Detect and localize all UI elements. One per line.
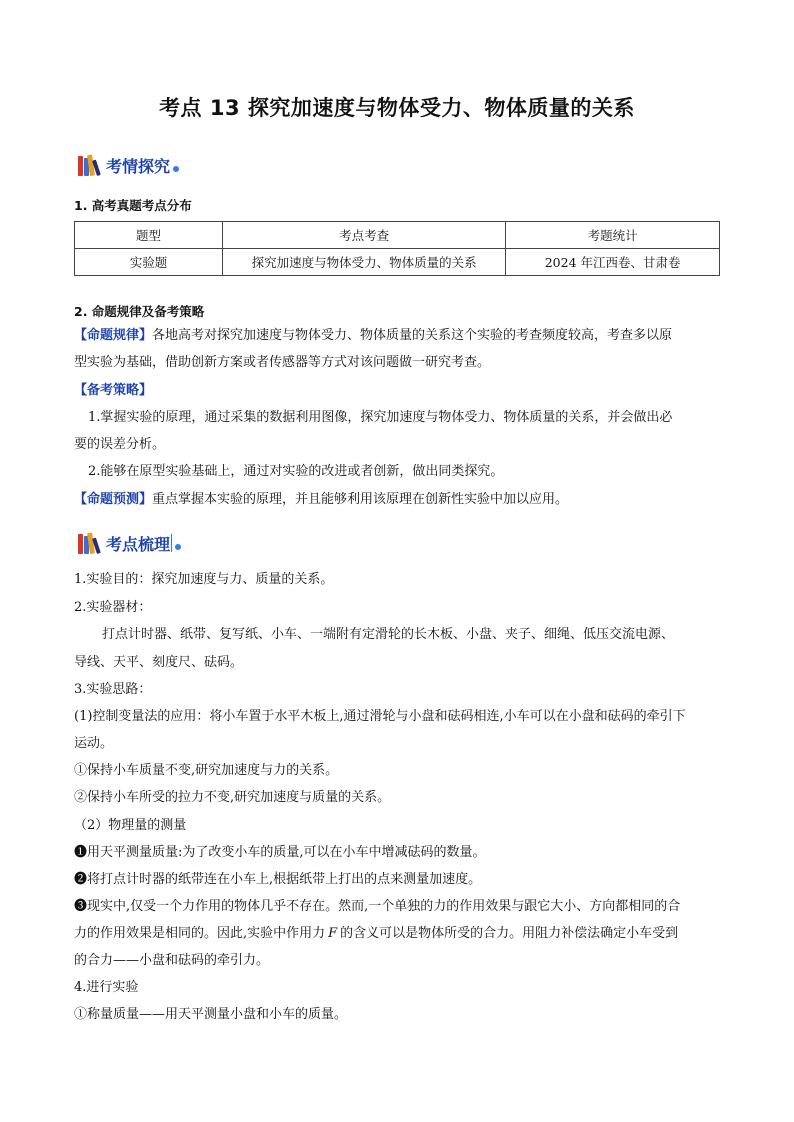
text-cursor [171, 534, 172, 552]
rule-text: 各地高考对探究加速度与物体受力、物体质量的关系这个实验的考查频度较高，考查多以原 [152, 328, 673, 343]
section-label: 考情探究 [106, 156, 171, 176]
table-cell: 2024 年江西卷、甘肃卷 [506, 249, 720, 276]
table-header-row [75, 222, 720, 249]
rule-paragraph-line [74, 327, 672, 345]
section-label: 考点梳理 [106, 534, 171, 554]
body-line: 导线、天平、刻度尺、砝码。 [74, 655, 244, 670]
body-line: ①保持小车质量不变,研究加速度与力的关系。 [74, 763, 339, 778]
table-cell: 实验题 [75, 249, 223, 276]
table-row [75, 249, 720, 276]
subheading-strategy: 2. 命题规律及备考策略 [74, 304, 205, 319]
body-text: 力的作用效果是相同的。因此,实验中作用力 [74, 926, 326, 941]
body-text: 的含义可以是物体所受的合力。用阻力补偿法确定小车受到 [340, 926, 679, 941]
body-line: ②保持小车所受的拉力不变,研究加速度与质量的关系。 [74, 790, 391, 805]
forecast-tag: 【命题预测】 [74, 492, 153, 507]
table-header: 题型 [75, 222, 223, 249]
subheading-distribution: 1. 高考真题考点分布 [74, 198, 192, 213]
strategy-p2: 2.能够在原型实验基础上，通过对实验的改进或者创新，做出同类探究。 [88, 464, 504, 479]
body-line: 1.实验目的：探究加速度与力、质量的关系。 [74, 572, 334, 587]
strategy-tag-line [74, 382, 152, 400]
strategy-p1-line2: 要的误差分析。 [74, 437, 166, 452]
forecast-line [74, 491, 568, 509]
books-icon [78, 532, 104, 554]
dot-icon [175, 544, 181, 550]
body-line: 打点计时器、纸带、复写纸、小车、一端附有定滑轮的长木板、小盘、夹子、细绳、低压交流电源、 [102, 627, 675, 642]
body-line: ❸现实中,仅受一个力作用的物体几乎不存在。然而,一个单独的力的作用效果与跟它大小、方向都相同的合 [74, 899, 681, 914]
force-symbol: F [328, 926, 338, 941]
forecast-text: 重点掌握本实验的原理，并且能够利用该原理在创新性实验中加以应用。 [152, 492, 569, 507]
strategy-p1-line1: 1.掌握实验的原理，通过采集的数据利用图像，探究加速度与物体受力、物体质量的关系，并会做出必 [88, 410, 673, 425]
body-line [74, 925, 678, 943]
exam-stats-table [74, 221, 720, 276]
table-cell: 探究加速度与物体受力、物体质量的关系 [223, 249, 506, 276]
strategy-tag: 【备考策略】 [74, 383, 153, 398]
page-title: 考点 13 探究加速度与物体受力、物体质量的关系 [159, 96, 635, 120]
section-header-key-points [78, 530, 181, 556]
table-header: 考题统计 [506, 222, 720, 249]
table-header: 考点考查 [223, 222, 506, 249]
body-line: 的合力——小盘和砝码的牵引力。 [74, 953, 270, 968]
rule-tag: 【命题规律】 [74, 328, 153, 343]
body-line: 2.实验器材： [74, 600, 152, 615]
body-line: 运动。 [74, 736, 114, 751]
body-line: ①称量质量——用天平测量小盘和小车的质量。 [74, 1007, 348, 1022]
body-line: ❷将打点计时器的纸带连在小车上,根据纸带上打出的点来测量加速度。 [74, 872, 482, 887]
books-icon [78, 154, 104, 176]
body-line: 4.进行实验 [74, 980, 139, 995]
body-line: (1)控制变量法的应用：将小车置于水平木板上,通过滑轮与小盘和砝码相连,小车可以在小盘和砝码的牵引下 [74, 709, 686, 724]
body-line: 3.实验思路： [74, 682, 152, 697]
body-line: （2）物理量的测量 [74, 818, 187, 833]
rule-text-line2: 型实验为基础，借助创新方案或者传感器等方式对该问题做一研究考查。 [74, 355, 491, 370]
dot-icon [173, 166, 179, 172]
section-header-exam-analysis [78, 152, 179, 178]
body-line: ❶用天平测量质量:为了改变小车的质量,可以在小车中增减砝码的数量。 [74, 845, 486, 860]
